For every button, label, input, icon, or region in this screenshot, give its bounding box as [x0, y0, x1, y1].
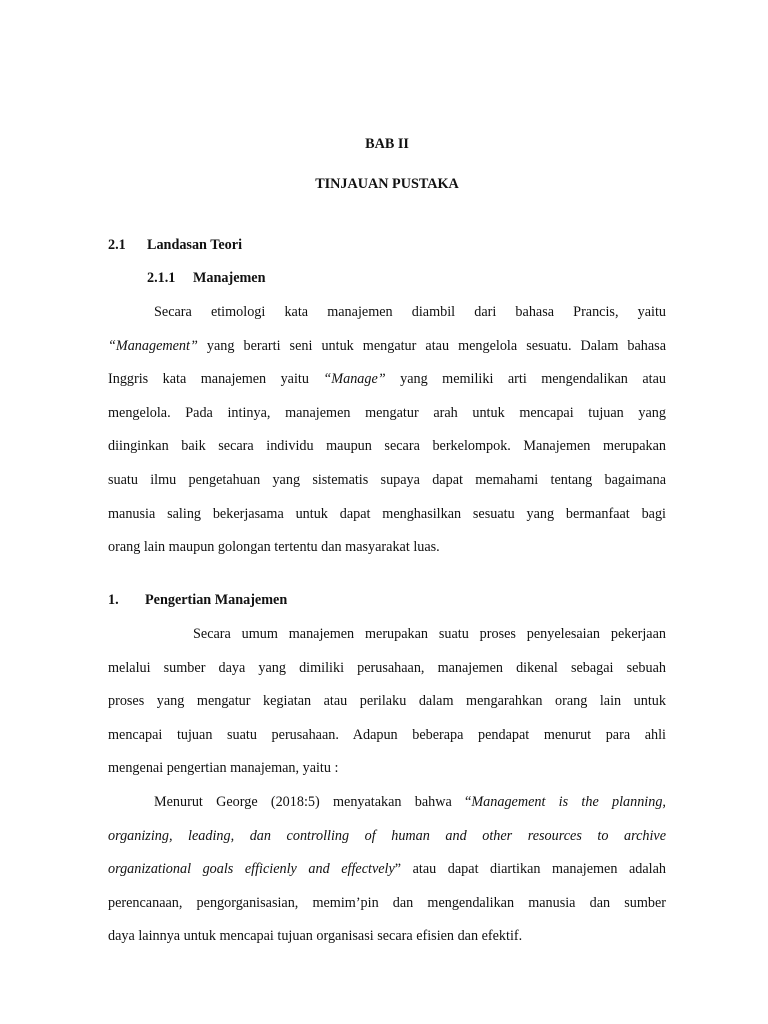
- paragraph-general-definition: [108, 618, 666, 786]
- numbered-heading-title: Pengertian Manajemen: [145, 592, 288, 608]
- italic-term: “Management”: [108, 337, 198, 354]
- para-line: mencapai tujuan suatu perusahaan. Adapun beberapa pendapat menurut para ahli: [108, 726, 666, 743]
- para-line: manusia saling bekerjasama untuk dapat menghasilkan sesuatu yang bermanfaat bagi: [108, 505, 666, 522]
- para-line: mengelola. Pada intinya, manajemen mengatur arah untuk mencapai tujuan yang: [108, 404, 666, 421]
- para-line: Secara etimologi kata manajemen diambil dari bahasa Prancis, yaitu: [154, 304, 666, 320]
- para-line: “Management” yang berarti seni untuk mengatur atau mengelola sesuatu. Dalam bahasa: [108, 337, 666, 354]
- para-line: [108, 820, 666, 854]
- chapter-title: BAB II: [365, 136, 409, 152]
- italic-term: “Manage”: [323, 371, 386, 388]
- para-line: organizational goals efficienly and effectvely” atau dapat diartikan manajemen adalah: [108, 861, 666, 878]
- italic-quote: organizing, leading, dan controlling of human and other resources to archive: [108, 827, 666, 844]
- para-line: daya lainnya untuk mencapai tujuan organisasi secara efisien dan efektif.: [108, 928, 523, 945]
- italic-quote: organizational goals efficienly and effectvely: [108, 861, 395, 878]
- italic-quote: Management is the planning,: [471, 794, 666, 810]
- numbered-heading-number: 1.: [108, 592, 119, 608]
- section-number: 2.1: [108, 237, 126, 253]
- para-line: Secara umum manajemen merupakan suatu proses penyelesaian pekerjaan: [193, 626, 666, 642]
- para-line: mengenai pengertian manajeman, yaitu :: [108, 760, 339, 777]
- section-title: Landasan Teori: [147, 237, 243, 253]
- para-line: Menurut George (2018:5) menyatakan bahwa “Management is the planning,: [154, 794, 666, 810]
- para-line: orang lain maupun golongan tertentu dan masyarakat luas.: [108, 539, 440, 556]
- para-line: diinginkan baik secara individu maupun secara berkelompok. Manajemen merupakan: [108, 438, 666, 455]
- para-line: suatu ilmu pengetahuan yang sistematis supaya dapat memahami tentang bagaimana: [108, 471, 666, 488]
- chapter-subtitle: TINJAUAN PUSTAKA: [315, 176, 459, 192]
- para-line: perencanaan, pengorganisasian, memim’pin dan mengendalikan manusia dan sumber: [108, 894, 666, 911]
- paragraph-etymology: [108, 296, 666, 565]
- para-line: Inggris kata manajemen yaitu “Manage” yang memiliki arti mengendalikan atau: [108, 371, 666, 388]
- subsection-number: 2.1.1: [147, 270, 176, 286]
- para-line: melalui sumber daya yang dimiliki perusahaan, manajemen dikenal sebagai sebuah: [108, 659, 666, 676]
- subsection-title: Manajemen: [193, 270, 266, 286]
- paragraph-george-quote: [108, 786, 666, 954]
- para-line: proses yang mengatur kegiatan atau perilaku dalam mengarahkan orang lain untuk: [108, 693, 666, 710]
